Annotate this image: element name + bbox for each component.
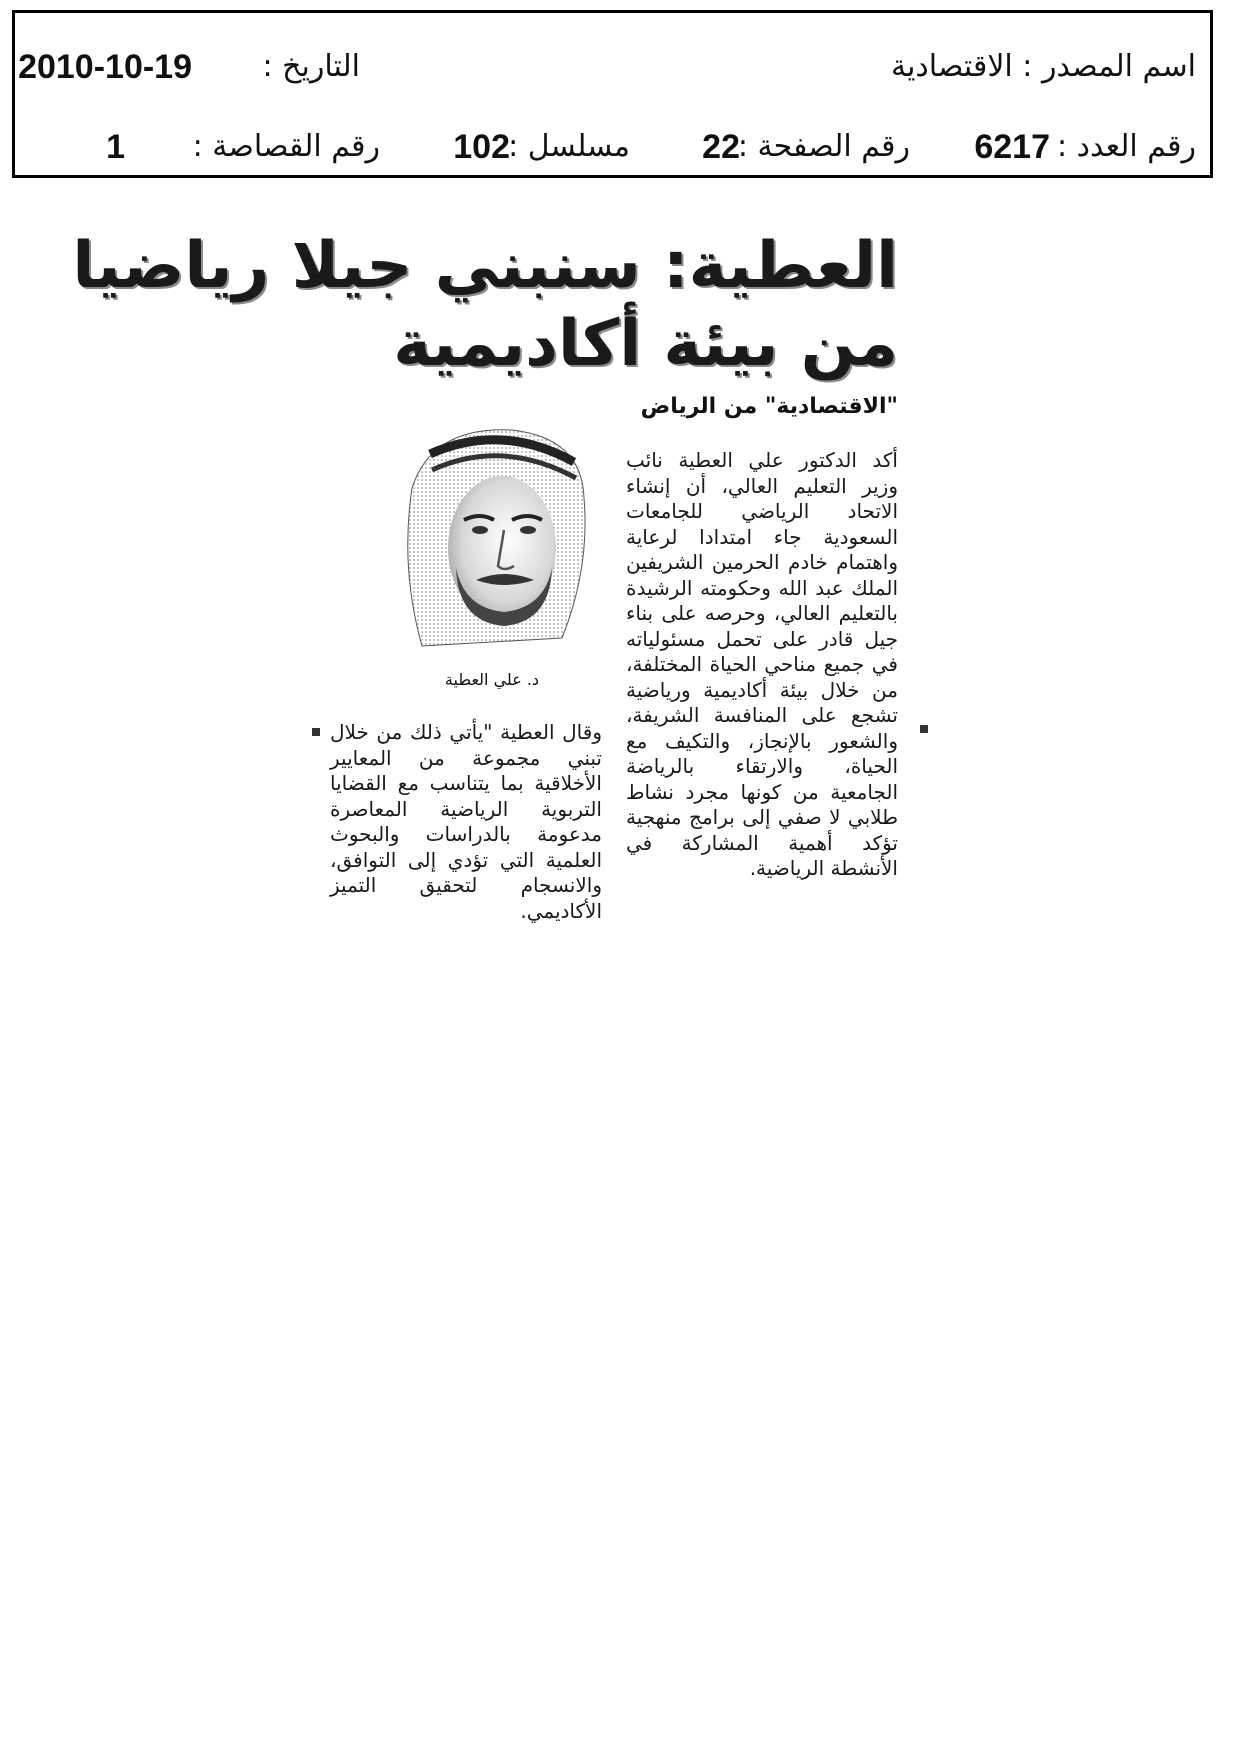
headline-line-2: من بيئة أكاديمية [393,307,898,381]
serial-value: 102 [453,128,510,166]
header-row-1 [15,43,1210,91]
page-value: 22 [702,128,740,166]
date-value: 2010-10-19 [18,48,192,86]
byline: "الاقتصادية" من الرياض [640,394,898,419]
header-row-2 [15,123,1210,171]
source-name: اسم المصدر : الاقتصادية [890,49,1196,84]
newspaper-clipping [72,200,912,1000]
portrait-photo [352,418,600,648]
clipping-info-header [12,10,1213,178]
issue-value: 6217 [974,128,1050,166]
issue-label: رقم العدد : [1056,129,1196,164]
clip-label: رقم القصاصة : [192,129,380,164]
page-label: رقم الصفحة : [737,129,910,164]
photo-caption: د. علي العطية [444,670,540,689]
clip-value: 1 [106,128,125,166]
column-marker-left [312,728,320,736]
article-paragraph-1: أكد الدكتور علي العطية نائب وزير التعليم العالي، أن إنشاء الاتحاد الرياضي للجامعات السعودية جاء امتدادا لرعاية واهتمام خادم الحرمين الشريفين الملك عبد الله وحكومته الرشيدة بالتعليم العالي، وحرصه على بناء جيل قادر على تحمل مسئولياته في جميع مناحي الحياة المختلفة، من خلال بيئة أكاديمية ورياضية تشجع على المنافسة الشريفة، والشعور بالإنجاز، والتكيف مع الحياة، والارتقاء بالرياضة الجامعية من كونها مجرد نشاط طلابي لا صفي إلى برامج منهجية تؤكد أهمية المشاركة في الأنشطة الرياضية. [626,448,898,880]
serial-label: مسلسل : [508,129,630,164]
article-paragraph-2: وقال العطية "يأتي ذلك من خلال تبني مجموعة من المعايير الأخلاقية بما يتناسب مع القضايا التربوية الرياضية المعاصرة مدعومة بالدراسات والبحوث العلمية التي تؤدي إلى التوافق، والانسجام لتحقيق التميز الأكاديمي. [330,720,602,923]
headline-line-1: العطية: سنبني جيلا رياضيا [72,229,898,303]
date-label: التاريخ : [262,49,360,84]
column-marker-right [920,725,928,733]
